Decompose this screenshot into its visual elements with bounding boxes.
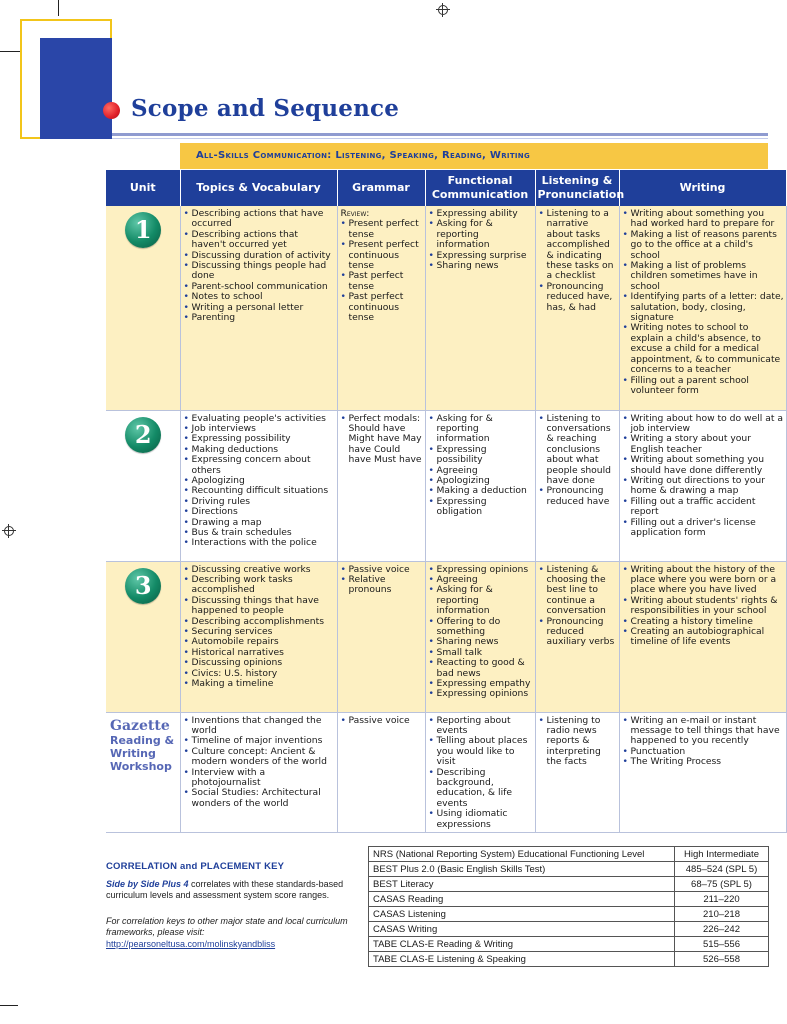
table-row	[106, 410, 786, 561]
listening-cell	[535, 712, 619, 832]
correlation-row	[369, 937, 769, 952]
topics-cell	[180, 410, 337, 561]
writing-cell	[619, 410, 786, 561]
correlation-table	[368, 846, 769, 967]
list-item: • Interactions with the police	[184, 538, 335, 548]
header-topics: Topics & Vocabulary	[180, 170, 337, 206]
functional-cell	[425, 206, 535, 410]
list-item: • Filling out a parent school volunteer form	[623, 376, 784, 397]
list-item: • Listening to conversations & reaching conclusions about what people should have done	[539, 414, 617, 487]
gazette-subtitle: Reading & Writing Workshop	[110, 733, 175, 773]
header-unit: Unit	[106, 170, 180, 206]
table-header-row	[106, 170, 786, 206]
list-item: • Present perfect continuous tense	[341, 240, 423, 271]
correlation-row	[369, 892, 769, 907]
list-item: • Writing a personal letter	[184, 303, 335, 313]
title-rule	[112, 133, 768, 136]
correlation-label: NRS (National Reporting System) Educational Functioning Level	[369, 847, 675, 862]
list-item: • Making deductions	[184, 445, 335, 455]
red-dot-icon	[103, 102, 120, 119]
list-item: • Discussing duration of activity	[184, 251, 335, 261]
list-item: • Directions	[184, 507, 335, 517]
list-item: • Drawing a map	[184, 518, 335, 528]
unit-cell	[106, 712, 180, 832]
list-item: • Describing work tasks accomplished	[184, 575, 335, 596]
correlation-value: 226–242	[675, 922, 769, 937]
bullet-list	[184, 209, 335, 323]
bullet-list	[341, 414, 423, 466]
list-item: • Creating a history timeline	[623, 617, 784, 627]
correlation-row	[369, 922, 769, 937]
list-item: • Sharing news	[429, 261, 533, 271]
list-item: • Expressing empathy	[429, 679, 533, 689]
bullet-list	[539, 209, 617, 313]
correlation-header-row	[369, 847, 769, 862]
correlation-row	[369, 907, 769, 922]
correlation-value: High Intermediate	[675, 847, 769, 862]
unit-cell	[106, 410, 180, 561]
correlation-label: BEST Literacy	[369, 877, 675, 892]
list-item: • Writing about something you should have done differently	[623, 455, 784, 476]
list-item: • Writing an e-mail or instant message to tell things that have happened to you recently	[623, 716, 784, 747]
section-banner: All-Skills Communication: Listening, Speaking, Reading, Writing	[180, 143, 768, 169]
bullet-list	[429, 565, 533, 700]
list-item: • Social Studies: Architectural wonders of the world	[184, 788, 335, 809]
writing-cell	[619, 712, 786, 832]
list-item: • Evaluating people's activities	[184, 414, 335, 424]
list-item: • Writing a story about your English teacher	[623, 434, 784, 455]
list-item: • Timeline of major inventions	[184, 736, 335, 746]
correlation-row	[369, 877, 769, 892]
list-item: • Present perfect tense	[341, 219, 423, 240]
list-item: • Asking for & reporting information	[429, 585, 533, 616]
list-item: • Discussing creative works	[184, 565, 335, 575]
list-item: • Pronouncing reduced have	[539, 486, 617, 507]
writing-cell	[619, 206, 786, 410]
functional-cell	[425, 410, 535, 561]
bullet-list	[539, 414, 617, 508]
bullet-list	[623, 209, 784, 396]
grammar-cell	[337, 206, 425, 410]
list-item: • Discussing things that have happened to people	[184, 596, 335, 617]
list-item: • Offering to do something	[429, 617, 533, 638]
list-item: • Culture concept: Ancient & modern wonders of the world	[184, 747, 335, 768]
list-item: • Describing actions that have occurred	[184, 209, 335, 230]
list-item: • Identifying parts of a letter: date, salutation, body, closing, signature	[623, 292, 784, 323]
bullet-list	[184, 414, 335, 549]
listening-cell	[535, 206, 619, 410]
list-item: • Discussing things people had done	[184, 261, 335, 282]
crop-mark	[58, 0, 59, 16]
list-item: • Small talk	[429, 648, 533, 658]
list-item: • Punctuation	[623, 747, 784, 757]
list-item: • Expressing opinions	[429, 689, 533, 699]
list-item: • Job interviews	[184, 424, 335, 434]
bullet-list	[184, 565, 335, 690]
bullet-list	[539, 716, 617, 768]
listening-cell	[535, 561, 619, 712]
list-item: • Reacting to good & bad news	[429, 658, 533, 679]
list-item: • Making a timeline	[184, 679, 335, 689]
list-item: • Making a list of reasons parents go to the office at a child's school	[623, 230, 784, 261]
list-item: • The Writing Process	[623, 757, 784, 767]
list-item: • Making a deduction	[429, 486, 533, 496]
unit-number-badge: 2	[125, 417, 161, 453]
list-item: • Historical narratives	[184, 648, 335, 658]
list-item: • Describing accomplishments	[184, 617, 335, 627]
list-item: • Relative pronouns	[341, 575, 423, 596]
correlation-value: 210–218	[675, 907, 769, 922]
topics-cell	[180, 712, 337, 832]
list-item: • Reporting about events	[429, 716, 533, 737]
list-item: • Listening to radio news reports & interpreting the facts	[539, 716, 617, 768]
writing-cell	[619, 561, 786, 712]
title-rule	[112, 138, 768, 139]
table-row	[106, 712, 786, 832]
bullet-list	[539, 565, 617, 648]
correlation-value: 515–556	[675, 937, 769, 952]
bullet-list	[623, 716, 784, 768]
unit-cell	[106, 561, 180, 712]
list-item: • Expressing ability	[429, 209, 533, 219]
list-item: • Expressing obligation	[429, 497, 533, 518]
list-item: • Discussing opinions	[184, 658, 335, 668]
list-item: • Asking for & reporting information	[429, 219, 533, 250]
list-item: • Apologizing	[429, 476, 533, 486]
list-item: • Expressing surprise	[429, 251, 533, 261]
list-item: • Writing about students' rights & responsibilities in your school	[623, 596, 784, 617]
page-title: Scope and Sequence	[131, 95, 400, 122]
grammar-cell	[337, 561, 425, 712]
header-blue-block	[40, 38, 112, 139]
list-item: • Writing about something you had worked hard to prepare for	[623, 209, 784, 230]
correlation-value: 485–524 (SPL 5)	[675, 862, 769, 877]
topics-cell	[180, 206, 337, 410]
list-item: • Perfect modals: Should have Might have May have Could have Must have	[341, 414, 423, 466]
list-item: • Listening & choosing the best line to continue a conversation	[539, 565, 617, 617]
bullet-list	[429, 414, 533, 518]
bullet-list	[429, 716, 533, 830]
list-item: • Describing background, education, & life events	[429, 768, 533, 810]
correlation-value: 526–558	[675, 952, 769, 967]
bullet-list	[184, 716, 335, 810]
correlation-label: CASAS Listening	[369, 907, 675, 922]
correlation-label: BEST Plus 2.0 (Basic English Skills Test)	[369, 862, 675, 877]
list-item: • Pronouncing reduced have, has, & had	[539, 282, 617, 313]
list-item: • Automobile repairs	[184, 637, 335, 647]
list-item: • Parent-school communication	[184, 282, 335, 292]
listening-cell	[535, 410, 619, 561]
list-item: • Passive voice	[341, 716, 423, 726]
table-row	[106, 206, 786, 410]
grammar-cell	[337, 712, 425, 832]
review-label: Review:	[340, 208, 370, 219]
list-item: • Writing about how to do well at a job interview	[623, 414, 784, 435]
correlation-row	[369, 952, 769, 967]
list-item: • Apologizing	[184, 476, 335, 486]
correlation-link[interactable]: http://pearsoneltusa.com/molinskyandbliss	[106, 939, 276, 949]
list-item: • Filling out a driver's license application form	[623, 518, 784, 539]
bullet-list	[341, 716, 423, 726]
list-item: • Bus & train schedules	[184, 528, 335, 538]
list-item: • Parenting	[184, 313, 335, 323]
bullet-list	[429, 209, 533, 271]
unit-number-badge: 1	[125, 212, 161, 248]
bullet-list	[623, 414, 784, 539]
list-item: • Sharing news	[429, 637, 533, 647]
list-item: • Agreeing	[429, 575, 533, 585]
bullet-list	[341, 565, 423, 596]
grammar-cell	[337, 410, 425, 561]
list-item: • Listening to a narrative about tasks accomplished & indicating these tasks on a checklist	[539, 209, 617, 282]
bullet-list	[623, 565, 784, 648]
list-item: • Past perfect continuous tense	[341, 292, 423, 323]
gazette-title: Gazette	[110, 717, 170, 734]
correlation-note: For correlation keys to other major state and local curriculum frameworks, please visit:	[106, 916, 348, 937]
list-item: • Driving rules	[184, 497, 335, 507]
list-item: • Expressing opinions	[429, 565, 533, 575]
list-item: • Interview with a photojournalist	[184, 768, 335, 789]
list-item: • Writing notes to school to explain a child's absence, to excuse a child for a medical appointment, & to communicate concerns to a teacher	[623, 323, 784, 375]
list-item: • Describing actions that haven't occurred yet	[184, 230, 335, 251]
book-title: Side by Side Plus 4	[106, 879, 189, 889]
list-item: • Passive voice	[341, 565, 423, 575]
header-writing: Writing	[619, 170, 786, 206]
list-item: • Notes to school	[184, 292, 335, 302]
list-item: • Pronouncing reduced auxiliary verbs	[539, 617, 617, 648]
list-item: • Asking for & reporting information	[429, 414, 533, 445]
correlation-label: TABE CLAS-E Reading & Writing	[369, 937, 675, 952]
list-item: • Agreeing	[429, 466, 533, 476]
table-row	[106, 561, 786, 712]
correlation-value: 68–75 (SPL 5)	[675, 877, 769, 892]
unit-number-badge: 3	[125, 568, 161, 604]
list-item: • Expressing possibility	[184, 434, 335, 444]
registration-target-icon	[436, 3, 450, 17]
correlation-row	[369, 862, 769, 877]
list-item: • Civics: U.S. history	[184, 669, 335, 679]
correlation-key-text	[106, 879, 356, 901]
correlation-value: 211–220	[675, 892, 769, 907]
registration-target-icon	[2, 524, 16, 538]
list-item: • Writing about the history of the place where you were born or a place where you have lived	[623, 565, 784, 596]
list-item: • Writing out directions to your home & drawing a map	[623, 476, 784, 497]
header-listening: Listening & Pronunciation	[535, 170, 619, 206]
list-item: • Securing services	[184, 627, 335, 637]
list-item: • Telling about places you would like to visit	[429, 736, 533, 767]
crop-mark	[0, 1005, 18, 1006]
list-item: • Filling out a traffic accident report	[623, 497, 784, 518]
list-item: • Recounting difficult situations	[184, 486, 335, 496]
crop-mark	[0, 51, 22, 52]
functional-cell	[425, 712, 535, 832]
list-item: • Expressing concern about others	[184, 455, 335, 476]
list-item: • Expressing possibility	[429, 445, 533, 466]
correlation-key-heading: CORRELATION and PLACEMENT KEY	[106, 861, 285, 872]
list-item: • Past perfect tense	[341, 271, 423, 292]
list-item: • Creating an autobiographical timeline of life events	[623, 627, 784, 648]
functional-cell	[425, 561, 535, 712]
list-item: • Inventions that changed the world	[184, 716, 335, 737]
scope-table	[106, 170, 787, 833]
correlation-description: correlates with these standards-based curriculum levels and assessment system score ranges.	[106, 879, 344, 900]
correlation-label: CASAS Reading	[369, 892, 675, 907]
correlation-label: CASAS Writing	[369, 922, 675, 937]
header-functional: Functional Communication	[425, 170, 535, 206]
correlation-label: TABE CLAS-E Listening & Speaking	[369, 952, 675, 967]
topics-cell	[180, 561, 337, 712]
list-item: • Using idiomatic expressions	[429, 809, 533, 830]
list-item: • Making a list of problems children sometimes have in school	[623, 261, 784, 292]
header-grammar: Grammar	[337, 170, 425, 206]
unit-cell	[106, 206, 180, 410]
bullet-list	[341, 219, 423, 323]
